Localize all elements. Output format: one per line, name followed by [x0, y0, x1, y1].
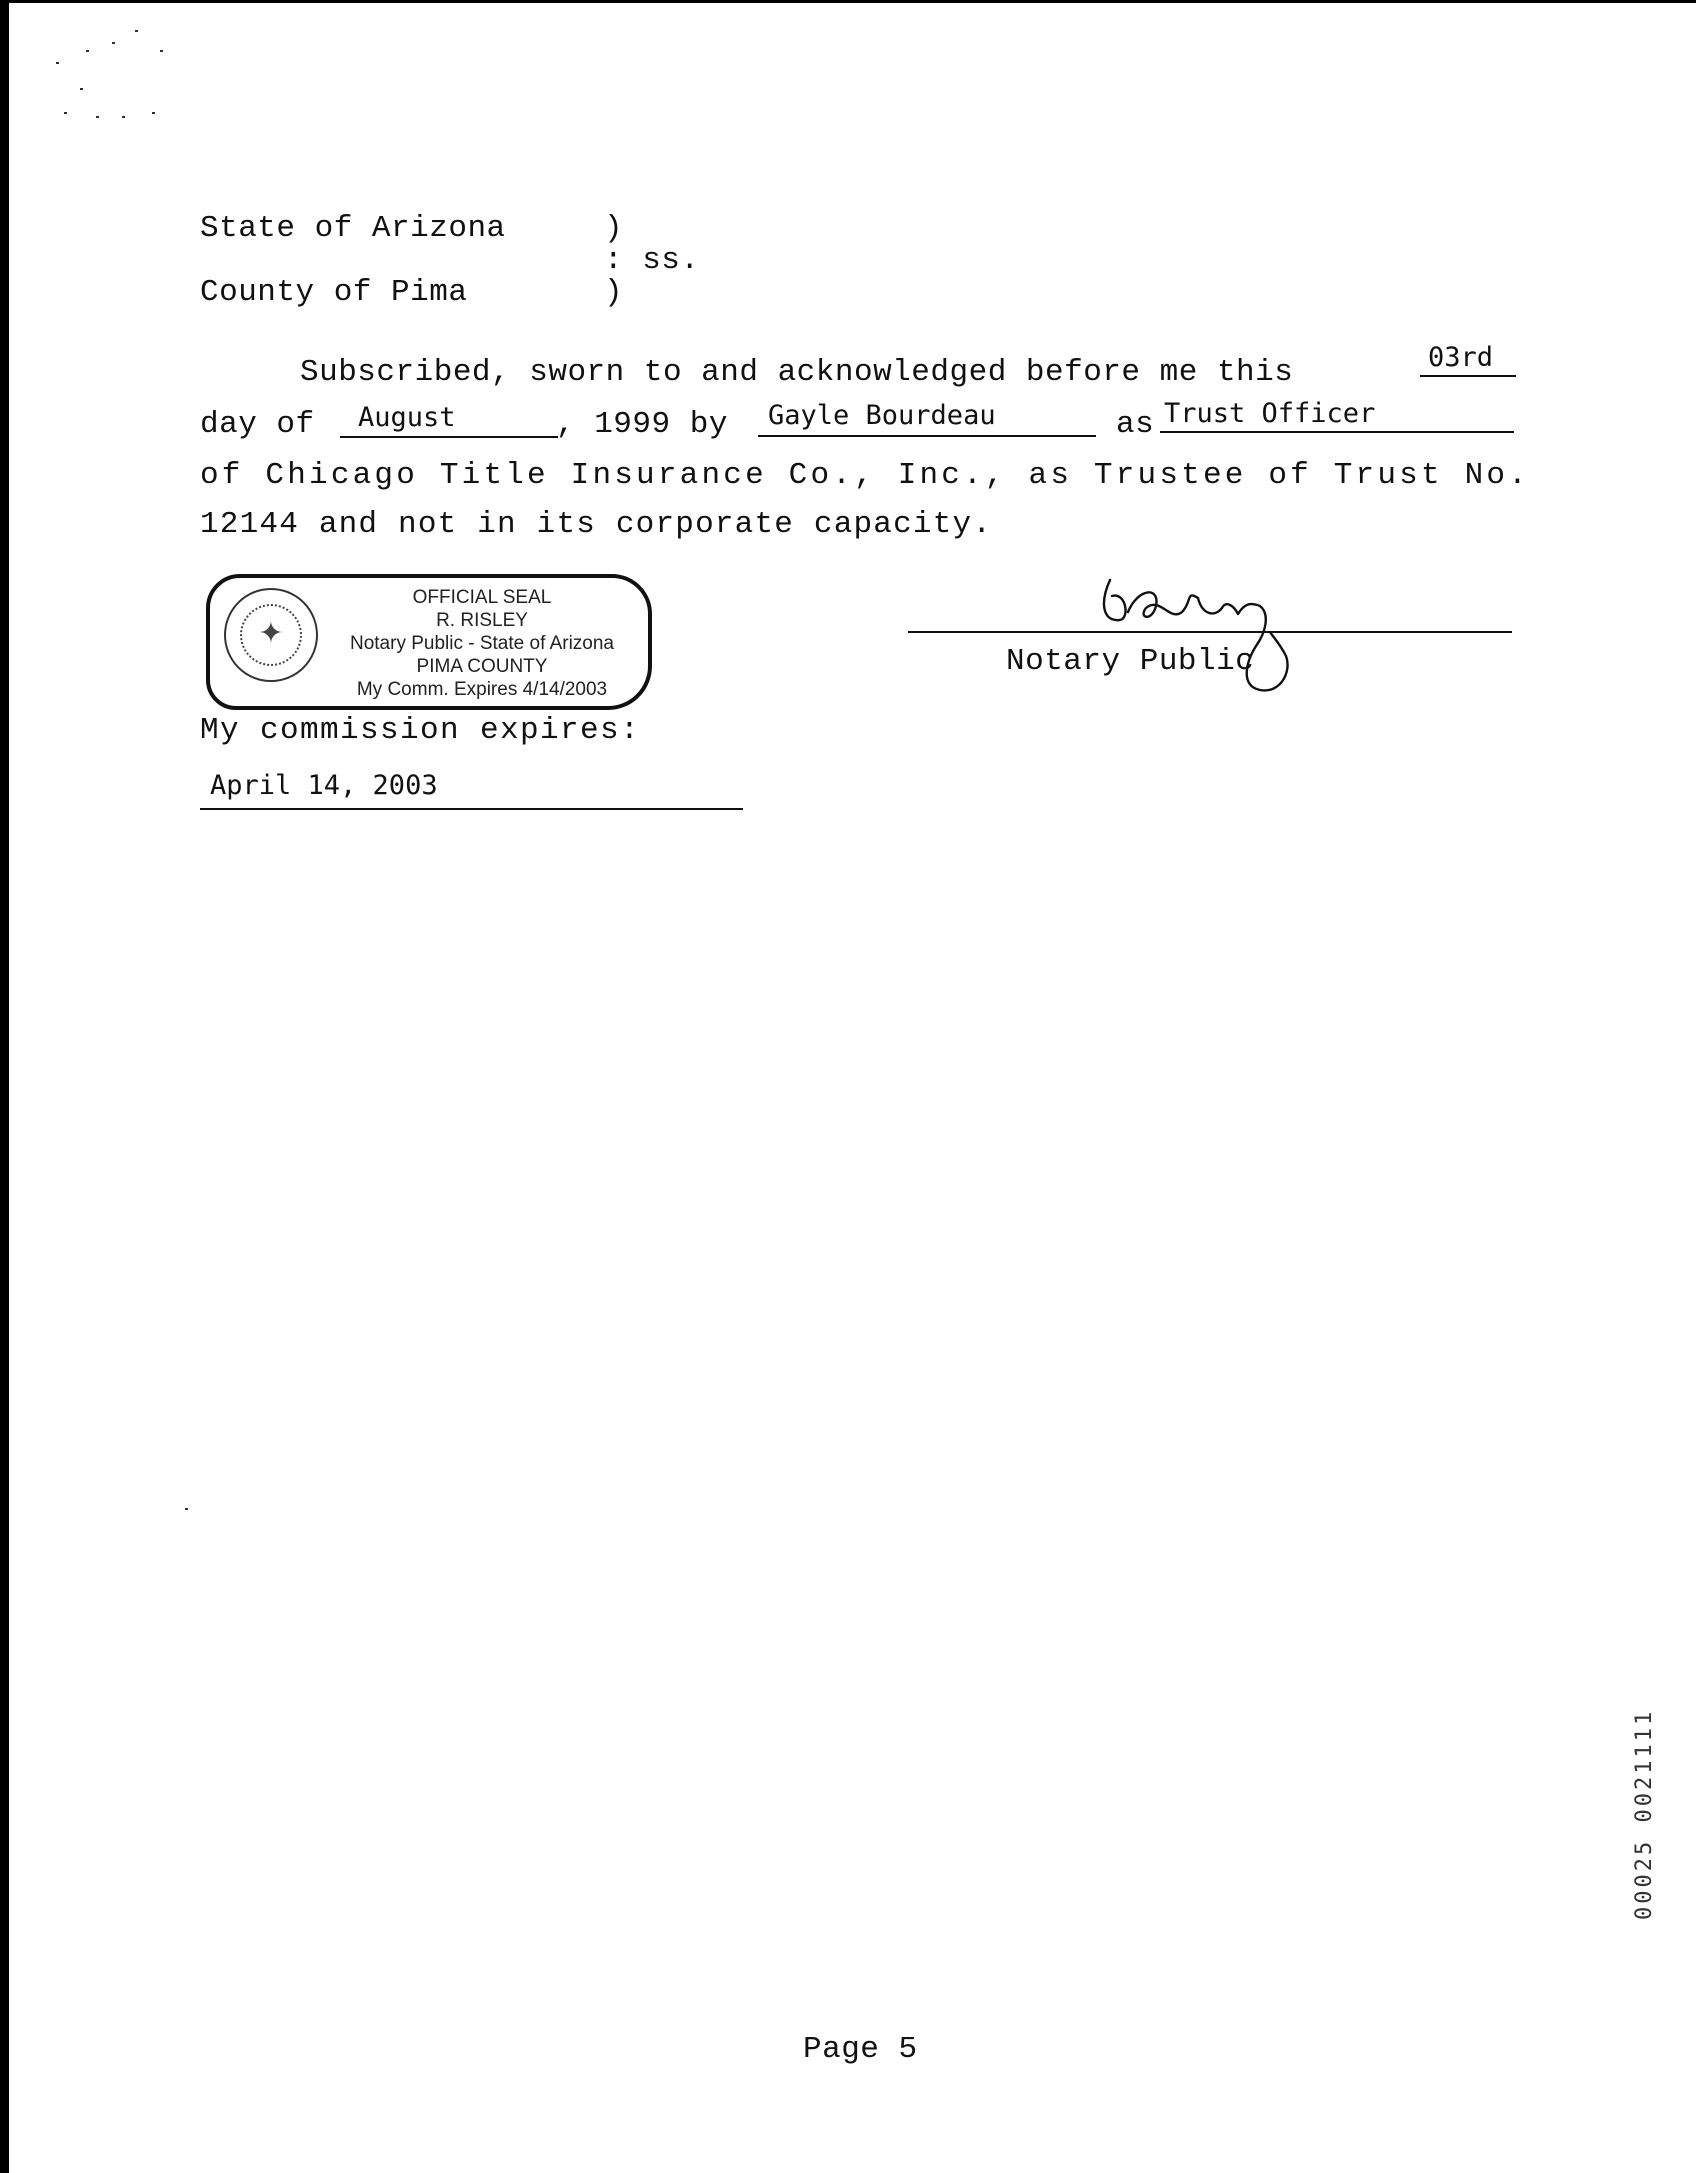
scan-speckle — [185, 1508, 188, 1510]
commission-label: My commission expires: — [200, 713, 641, 748]
acknowledgment-day-of: day of — [200, 407, 315, 442]
commission-date-line — [200, 808, 743, 810]
name-blank — [758, 435, 1096, 437]
side-control-number: 00025 0021111 — [1632, 1708, 1657, 1920]
day-blank — [1420, 375, 1516, 377]
acknowledgment-line-1: Subscribed, sworn to and acknowledged before me this — [300, 355, 1294, 390]
scan-speckle — [135, 30, 138, 32]
name-value: Gayle Bourdeau — [768, 400, 996, 431]
month-blank — [340, 436, 558, 438]
month-value: August — [358, 402, 456, 433]
scan-speckle — [122, 116, 125, 118]
scan-top-edge — [0, 0, 1696, 3]
seal-line-4: PIMA COUNTY — [416, 656, 548, 677]
scan-speckle — [152, 112, 155, 114]
scan-speckle — [112, 42, 115, 44]
venue-paren-open: ) — [604, 211, 624, 246]
venue-paren-close: ) — [604, 275, 624, 310]
title-value: Trust Officer — [1164, 398, 1376, 429]
notary-public-label: Notary Public — [1006, 644, 1255, 679]
seal-line-3: Notary Public - State of Arizona — [349, 633, 614, 654]
scan-left-edge — [0, 0, 9, 2173]
scan-speckle — [56, 62, 59, 64]
scan-speckle — [86, 50, 89, 52]
commission-date: April 14, 2003 — [210, 770, 438, 801]
acknowledgment-as: as — [1116, 407, 1155, 442]
state-seal-emblem: ✦ — [224, 588, 318, 682]
venue-county: County of Pima — [200, 275, 468, 310]
signature-line — [908, 631, 1512, 633]
page-number: Page 5 — [803, 2032, 918, 2067]
acknowledgment-line-4: 12144 and not in its corporate capacity. — [200, 507, 993, 542]
scan-speckle — [160, 50, 163, 52]
scan-speckle — [64, 112, 67, 114]
notary-seal — [206, 574, 652, 710]
venue-ss: : ss. — [604, 243, 700, 278]
seal-line-5: My Comm. Expires 4/14/2003 — [356, 679, 608, 700]
venue-state: State of Arizona — [200, 211, 506, 246]
title-blank — [1160, 431, 1514, 433]
acknowledgment-line-3: of Chicago Title Insurance Co., Inc., as Trustee of Trust No. — [200, 458, 1530, 493]
day-value: 03rd — [1428, 342, 1494, 373]
acknowledgment-year-by: , 1999 by — [556, 407, 728, 442]
scan-speckle — [96, 116, 99, 118]
seal-line-2: R. RISLEY — [436, 610, 528, 631]
seal-line-1: OFFICIAL SEAL — [412, 587, 552, 608]
notary-signature — [1090, 562, 1390, 712]
scan-speckle — [80, 88, 83, 90]
